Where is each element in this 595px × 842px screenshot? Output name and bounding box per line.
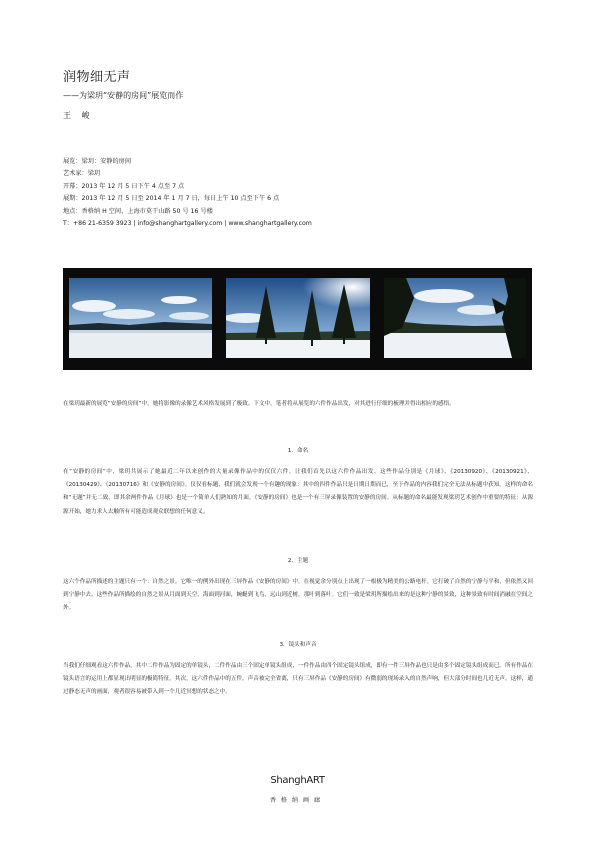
photo-strip (63, 268, 532, 370)
photo-frozen-lake (69, 278, 212, 358)
section-heading-theme: 2．主题 (287, 558, 309, 564)
document-subtitle: ——为梁玥“安静的房间”展览而作 (63, 91, 184, 100)
section-text-naming: 在“安静的房间”中，梁玥共展示了她最近二年以来创作的大量录像作品中的仅仅六件。让我们首先以这六件作品出发。这些作品分别是《月球》、《20130920》、《20130921》、《20130429》、《20130716》和《安静的房间》。仅仅看标题，我们就会发现一个有趣的现象：其中的四件作品只是日期日期而已，至于作品的内容我们完全无法从标题中获知。这样的命名和“无题”并无二致，即其余两件作品《月球》也是一个简单人们熟知的月面。《安静的房间》也是一个有三屏录像装置的安静的房间。从标题的命名最能发现梁玥艺术创作中重要的特征：从源源开始，她力求人去触所有可能造成观众联想的任何意义。 (63, 469, 533, 515)
info-contact: T：+86 21-6359 3923 | info@shanghartgallery.com | www.shanghartgallery.com (63, 220, 312, 228)
info-period: 展期：2013 年 12 月 5 日至 2014 年 1 月 7 日，每日上午 10 点至下午 6 点 (63, 195, 280, 203)
intro-paragraph: 在梁玥最新的展览“安静的房间”中，她将影像的录像艺术风格发展到了极致。下文中，笔者将从展览的六件作品出发，对其进行仔细的梳理并得出相应的感悟。 (63, 401, 455, 407)
info-artist: 艺术家：梁玥 (63, 170, 101, 178)
section-heading-naming: 1．命名 (287, 448, 309, 454)
section-text-camera-sound: 当我们仔细观看这六件作品，其中二件作品为固定的单镜头，二件作品由三个固定单镜头组成，一件作品由四个固定镜头组成，即有一件三屏作品也只是由多个固定镜头组成而已。所有作品在镜头语言的运用上都显现出明显的极简特征。其次，这六件作品中的五件，声音被完全省离，只有三屏作品《安静的房间》有微弱的现场录入的自然声响，但大部分时间也几近无声。这样，通过静态无声的画面，观者很容易被带入到一个几近冥想的状态之中。 (63, 663, 533, 696)
photo-pine-trees (226, 278, 370, 358)
info-exhibition: 展览：梁玥：安静的房间 (63, 158, 132, 165)
photo-lakeside-shore (384, 278, 526, 358)
gallery-logo-text: ShanghART (270, 775, 325, 786)
document-title: 润物细无声 (63, 70, 131, 85)
info-venue: 地点：香格纳 H 空间，上海市莫干山路 50 号 16 号楼 (63, 207, 213, 215)
info-opening: 开幕：2013 年 12 月 5 日下午 4 点至 7 点 (63, 182, 185, 190)
exhibition-info (63, 156, 533, 230)
section-heading-camera-sound: 3．镜头和声音 (279, 642, 317, 648)
gallery-logo-subtitle: 香格纳画廊 (269, 797, 325, 804)
document-author: 王 峻 (63, 111, 94, 120)
section-text-theme: 这六个作品所描述的主题只有一个：自然之景。它唯一的例外出现在三屏作品《安静的房间》中，在视觉余分别点上出现了一根极为精美的公路电杆。它打破了自然的宁静与平和，但依然又回到宁静中去。这些作品所描绘的自然之景从月面到天空，海面到河面，蜿蜒到飞鸟，远山到近树。那叶到落叶。它们一致是梁玥所描绘出来的是这种宁静的景致，这种景致有时间消融在空间之外。 (63, 579, 533, 612)
